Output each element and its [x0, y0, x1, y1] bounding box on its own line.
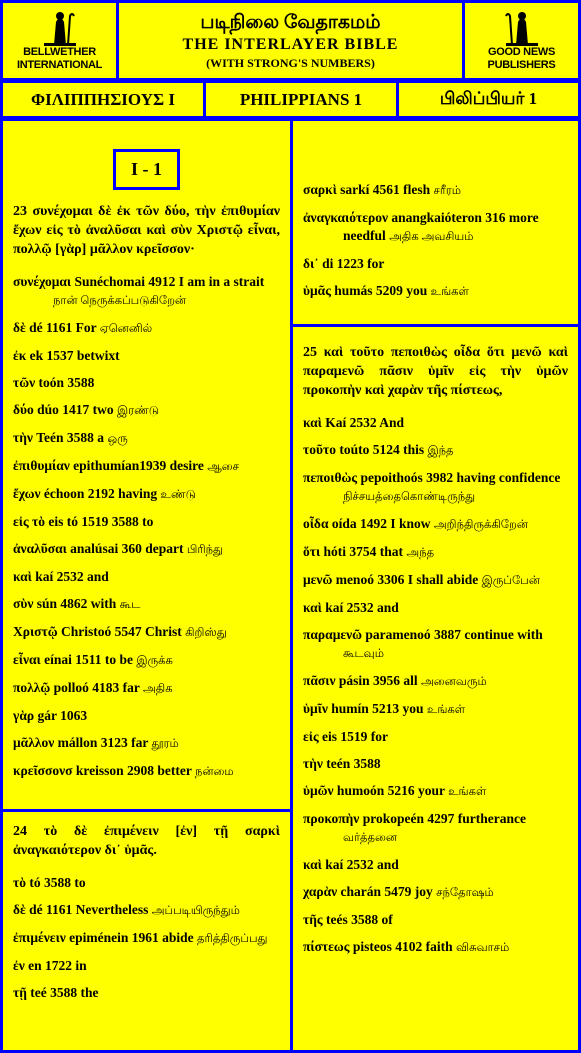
logo-line2: PUBLISHERS [487, 58, 556, 71]
verse-23-text: 23 συνέχομαι δὲ ἐκ τῶν δύο, τὴν ἐπιθυμίαν ἔχων εἰς τὸ ἀναλῦσαι καὶ σὺν Χριστῷ εἶναι, πολλῷ [γὰρ] μᾶλλον κρεῖσσον· [13, 204, 280, 257]
word-entry [303, 414, 568, 432]
entry-tamil: வர்த்தனை [343, 832, 398, 844]
entry-tamil: உங்கள் [426, 704, 466, 716]
entry-text: καὶ kaí 2532 and [303, 600, 399, 615]
entry-tamil: சரீரம் [433, 185, 462, 197]
word-entry [13, 707, 280, 725]
entry-text: συνέχομαι Sunéchomai 4912 I am in a strait [13, 274, 265, 289]
word-entry [303, 911, 568, 929]
entry-text: σαρκὶ sarkí 4561 flesh [303, 182, 431, 197]
entry-text: χαρὰν charán 5479 joy [303, 884, 433, 899]
word-entry [303, 883, 568, 902]
left-panel-bottom [0, 809, 293, 1053]
word-entry [13, 734, 280, 753]
word-entry [13, 874, 280, 892]
verse-24-continued-entries [303, 181, 568, 301]
book-greek: ΦΙΛΙΠΠΗΣΙΟΥΣ I [0, 80, 206, 119]
word-entry [13, 929, 280, 948]
word-entry [13, 595, 280, 614]
word-entry [13, 623, 280, 642]
book-english: PHILIPPIANS 1 [203, 80, 399, 119]
book-tamil: பிலிப்பியர் 1 [396, 80, 581, 119]
verse-23-entries [13, 273, 280, 781]
entry-tamil: இரண்டு [117, 405, 160, 417]
right-panel-top [290, 118, 581, 327]
word-entry [13, 457, 280, 476]
entry-tamil: தூரம் [151, 738, 179, 750]
entry-text: εἰς τὸ eis tó 1519 3588 to [13, 514, 154, 529]
word-entry [303, 626, 568, 663]
entry-text: πίστεως pisteos 4102 faith [303, 939, 453, 954]
word-entry [13, 429, 280, 448]
word-entry [13, 513, 280, 531]
entry-tamil: உங்கள் [430, 286, 469, 298]
entry-text: ὑμῖν humín 5213 you [303, 701, 424, 716]
entry-tamil: இருக்க [136, 655, 173, 667]
entry-text: ἐπιμένειν epiménein 1961 abide [13, 930, 194, 945]
shepherd-figure-icon [502, 10, 542, 46]
entry-tamil: நிச்சயத்தைகொண்டிருந்து [343, 491, 476, 503]
chapter-label: I - 1 [113, 149, 180, 190]
entry-text: παραμενῶ paramenoó 3887 continue with [303, 627, 543, 642]
entry-text: ἐκ ek 1537 betwixt [13, 348, 120, 363]
entry-tamil: நான் நெருக்கப்படுகிறேன் [53, 295, 187, 307]
word-entry [303, 181, 568, 200]
entry-text: δι᾽ di 1223 for [303, 256, 385, 271]
word-entry [303, 255, 568, 273]
entry-text: καὶ Kaí 2532 And [303, 415, 404, 430]
entry-text: Χριστῷ Christoó 5547 Christ [13, 624, 182, 639]
entry-text: τῶν toón 3588 [13, 375, 95, 390]
word-entry [303, 856, 568, 874]
entry-text: μᾶλλον mállon 3123 far [13, 735, 149, 750]
entry-tamil: சந்தோஷம் [436, 887, 494, 899]
word-entry [303, 755, 568, 773]
entry-tamil: உண்டு [160, 489, 196, 501]
entry-text: μενῶ menoó 3306 I shall abide [303, 572, 479, 587]
entry-text: ἀναλῦσαι analúsai 360 depart [13, 541, 184, 556]
entry-text: εἰς eis 1519 for [303, 729, 389, 744]
word-entry [13, 984, 280, 1002]
word-entry [13, 651, 280, 670]
title-box [116, 0, 465, 81]
good-news-logo [462, 0, 581, 81]
logo-line1: GOOD NEWS [488, 45, 555, 58]
word-entry [303, 782, 568, 801]
entry-tamil: நன்மை [194, 766, 234, 778]
word-entry [13, 901, 280, 920]
entry-text: τὴν teén 3588 [303, 756, 381, 771]
word-entry [13, 401, 280, 420]
entry-tamil: ஆசை [207, 461, 239, 473]
entry-tamil: கூட [119, 599, 141, 611]
word-entry [13, 319, 280, 338]
logo-line1: BELLWETHER [23, 45, 96, 58]
word-entry [303, 810, 568, 847]
entry-tamil: அப்படியிருந்தும் [151, 905, 240, 917]
logo-line2: INTERNATIONAL [16, 58, 103, 71]
entry-tamil: அனைவரும் [421, 676, 487, 688]
entry-text: ὑμῶν humoón 5216 your [303, 783, 445, 798]
word-entry [13, 568, 280, 586]
entry-text: καὶ kaí 2532 and [13, 569, 109, 584]
word-entry [13, 374, 280, 392]
entry-tamil: அறிந்திருக்கிறேன் [433, 519, 528, 531]
title-english: THE INTERLAYER BIBLE [182, 35, 399, 53]
shepherd-figure-icon [40, 10, 80, 46]
entry-tamil: அந்த [406, 547, 435, 559]
verse-25-entries [303, 414, 568, 957]
entry-text: δύο dúo 1417 two [13, 402, 114, 417]
entry-tamil: ஒரு [107, 433, 128, 445]
entry-text: δὲ dé 1161 For [13, 320, 97, 335]
entry-text: πᾶσιν pásin 3956 all [303, 673, 418, 688]
verse-24-entries [13, 874, 280, 1002]
entry-tamil: கூடவும் [343, 648, 384, 660]
word-entry [13, 540, 280, 559]
entry-tamil: அதிக [143, 683, 173, 695]
word-entry [303, 543, 568, 562]
entry-text: ἐπιθυμίαν epithumían1939 desire [13, 458, 204, 473]
entry-text: κρεῖσσονσ kreisson 2908 better [13, 763, 192, 778]
word-entry [303, 728, 568, 746]
word-entry [13, 679, 280, 698]
entry-text: ὅτι hóti 3754 that [303, 544, 404, 559]
verse-25-text: 25 καὶ τοῦτο πεποιθὼς οἶδα ὅτι μενῶ καὶ παραμενῶ πᾶσιν ὑμῖν εἰς τὴν ὑμῶν προκοπὴν καὶ χαρὰν τῆς πίστεως, [303, 345, 568, 398]
right-panel-bottom [290, 324, 581, 1053]
entry-text: ἔχων échoon 2192 having [13, 486, 158, 501]
entry-text: τοῦτο toúto 5124 this [303, 442, 425, 457]
word-entry [13, 762, 280, 781]
entry-text: ὑμᾶς humás 5209 you [303, 283, 428, 298]
word-entry [303, 469, 568, 506]
word-entry [303, 938, 568, 957]
entry-text: πολλῷ polloó 4183 far [13, 680, 140, 695]
word-entry [13, 273, 280, 310]
entry-text: πεποιθὼς pepoithoós 3982 having confidence [303, 470, 561, 485]
entry-tamil: அதிக அவசியம் [389, 231, 474, 243]
word-entry [303, 209, 568, 246]
word-entry [13, 485, 280, 504]
word-entry [303, 441, 568, 460]
entry-text: σὺν sún 4862 with [13, 596, 117, 611]
entry-tamil: இந்த [427, 445, 454, 457]
verse-24-text: 24 τὸ δὲ ἐπιμένειν [ἐν] τῇ σαρκὶ ἀναγκαιότερον δι᾽ ὑμᾶς. [13, 824, 280, 858]
entry-text: ἐν en 1722 in [13, 958, 87, 973]
entry-tamil: ஏனெனில் [99, 323, 153, 335]
word-entry [303, 599, 568, 617]
subtitle: (WITH STRONG'S NUMBERS) [206, 55, 375, 70]
entry-text: τὸ tó 3588 to [13, 875, 86, 890]
entry-text: καὶ kaí 2532 and [303, 857, 399, 872]
entry-tamil: தரித்திருப்பது [197, 933, 268, 945]
entry-text: προκοπὴν prokopeén 4297 furtherance [303, 811, 526, 826]
word-entry [303, 571, 568, 590]
entry-tamil: கிறிஸ்து [185, 627, 227, 639]
entry-text: οἶδα oída 1492 I know [303, 516, 431, 531]
entry-text: τῆς teés 3588 of [303, 912, 393, 927]
entry-tamil: பிரிந்து [186, 544, 223, 556]
word-entry [303, 672, 568, 691]
entry-tamil: உங்கள் [448, 786, 487, 798]
word-entry [303, 515, 568, 534]
entry-text: τὴν Teén 3588 a [13, 430, 105, 445]
bellwether-logo [0, 0, 119, 81]
entry-text: εἶναι eínai 1511 to be [13, 652, 133, 667]
title-tamil: படிநிலை வேதாகமம் [200, 11, 381, 33]
entry-text: ἀναγκαιότερον anangkaióteron 316 more needful [303, 210, 539, 243]
word-entry [303, 282, 568, 301]
entry-text: δὲ dé 1161 Nevertheless [13, 902, 149, 917]
word-entry [13, 957, 280, 975]
entry-tamil: இருப்பேன் [481, 575, 540, 587]
left-panel-top [0, 118, 293, 812]
entry-text: γὰρ gár 1063 [13, 708, 88, 723]
word-entry [303, 700, 568, 719]
word-entry [13, 347, 280, 365]
entry-text: τῇ teé 3588 the [13, 985, 99, 1000]
entry-tamil: விசுவாசம் [455, 942, 510, 954]
